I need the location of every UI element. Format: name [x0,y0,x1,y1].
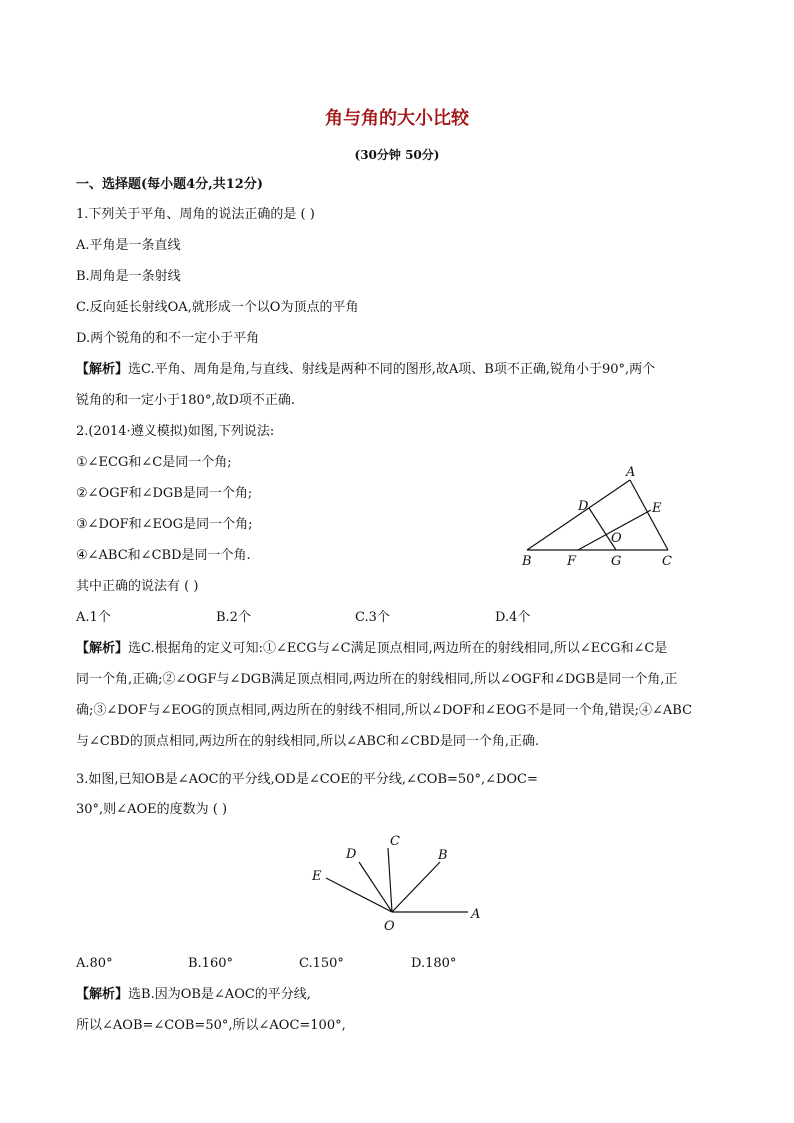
q2-option-c: C.3个 [355,610,390,625]
page-subtitle: (30分钟 50分) [354,148,440,162]
ray-ob [392,862,440,912]
label-o: O [384,919,395,934]
label-e: E [312,869,322,884]
segment-ac [630,480,668,550]
analysis-tag: 【解析】 [76,987,129,1002]
label-e: E [652,501,662,516]
q2-statement-1: ①∠ECG和∠C是同一个角; [76,455,232,470]
label-d: D [578,499,589,514]
label-d: D [346,847,357,862]
q2-analysis-line-2: 同一个角,正确;②∠OGF与∠DGB满足顶点相同,两边所在的射线相同,所以∠OGF和∠DGB是同一个角,正 [76,672,678,687]
ray-od [359,862,392,912]
q2-stem: 2.(2014·遵义模拟)如图,下列说法: [76,424,275,439]
ray-oc [388,848,392,912]
q2-analysis-line-1 [76,640,667,658]
analysis-tag: 【解析】 [76,641,129,656]
label-a: A [471,907,481,922]
q1-analysis-line-2: 锐角的和一定小于180°,故D项不正确. [76,393,296,408]
label-c: C [390,834,400,849]
q1-option-b: B.周角是一条射线 [76,269,181,284]
q2-statement-3: ③∠DOF和∠EOG是同一个角; [76,517,253,532]
label-a: A [626,465,636,480]
section-heading: 一、选择题(每小题4分,共12分) [76,177,263,192]
q2-analysis-line-4: 与∠CBD的顶点相同,两边所在的射线相同,所以∠ABC和∠CBD是同一个角,正确. [76,734,540,749]
q3-option-c: C.150° [299,956,344,971]
q2-option-d: D.4个 [495,610,531,625]
q3-option-a: A.80° [76,956,113,971]
q2-analysis-line-3: 确;③∠DOF与∠EOG的顶点相同,两边所在的射线不相同,所以∠DOF和∠EOG不是同一个角,错误;④∠ABC [76,703,693,718]
q3-stem-line-2: 30°,则∠AOE的度数为 ( ) [76,802,228,817]
label-b: B [438,848,448,863]
q2-question: 其中正确的说法有 ( ) [76,579,199,594]
q3-stem-line-1: 3.如图,已知OB是∠AOC的平分线,OD是∠COE的平分线,∠COB=50°,∠DOC= [76,772,538,787]
q1-analysis-line-1 [76,361,655,379]
q1-option-a: A.平角是一条直线 [76,238,181,253]
q2-option-b: B.2个 [216,610,251,625]
ray-oe [326,878,392,912]
q1-stem: 1.下列关于平角、周角的说法正确的是 ( ) [76,207,315,222]
label-g: G [611,554,622,569]
q1-option-c: C.反向延长射线OA,就形成一个以O为顶点的平角 [76,300,359,315]
q3-option-b: B.160° [188,956,233,971]
q3-analysis-text-1: 选B.因为OB是∠AOC的平分线, [128,987,311,1002]
q3-option-d: D.180° [411,956,457,971]
q1-option-d: D.两个锐角的和不一定小于平角 [76,331,260,346]
label-b: B [522,554,532,569]
label-c: C [662,554,672,569]
q2-statement-2: ②∠OGF和∠DGB是同一个角; [76,486,253,501]
analysis-tag: 【解析】 [76,362,129,377]
label-o: O [611,531,622,546]
q3-analysis-line-1 [76,986,311,1004]
q2-statement-4: ④∠ABC和∠CBD是同一个角. [76,548,251,563]
page-title: 角与角的大小比较 [325,108,469,129]
q2-option-a: A.1个 [76,610,111,625]
q2-triangle-figure [510,460,690,575]
label-f: F [567,554,577,569]
q3-analysis-line-2: 所以∠AOB=∠COB=50°,所以∠AOC=100°, [76,1018,346,1033]
q2-analysis-text-1: 选C.根据角的定义可知:①∠ECG与∠C满足顶点相同,两边所在的射线相同,所以∠ECG和∠C是 [128,641,668,656]
q1-analysis-text-1: 选C.平角、周角是角,与直线、射线是两种不同的图形,故A项、B项不正确,锐角小于90°,两个 [128,362,656,377]
q3-angle-figure [300,828,500,938]
